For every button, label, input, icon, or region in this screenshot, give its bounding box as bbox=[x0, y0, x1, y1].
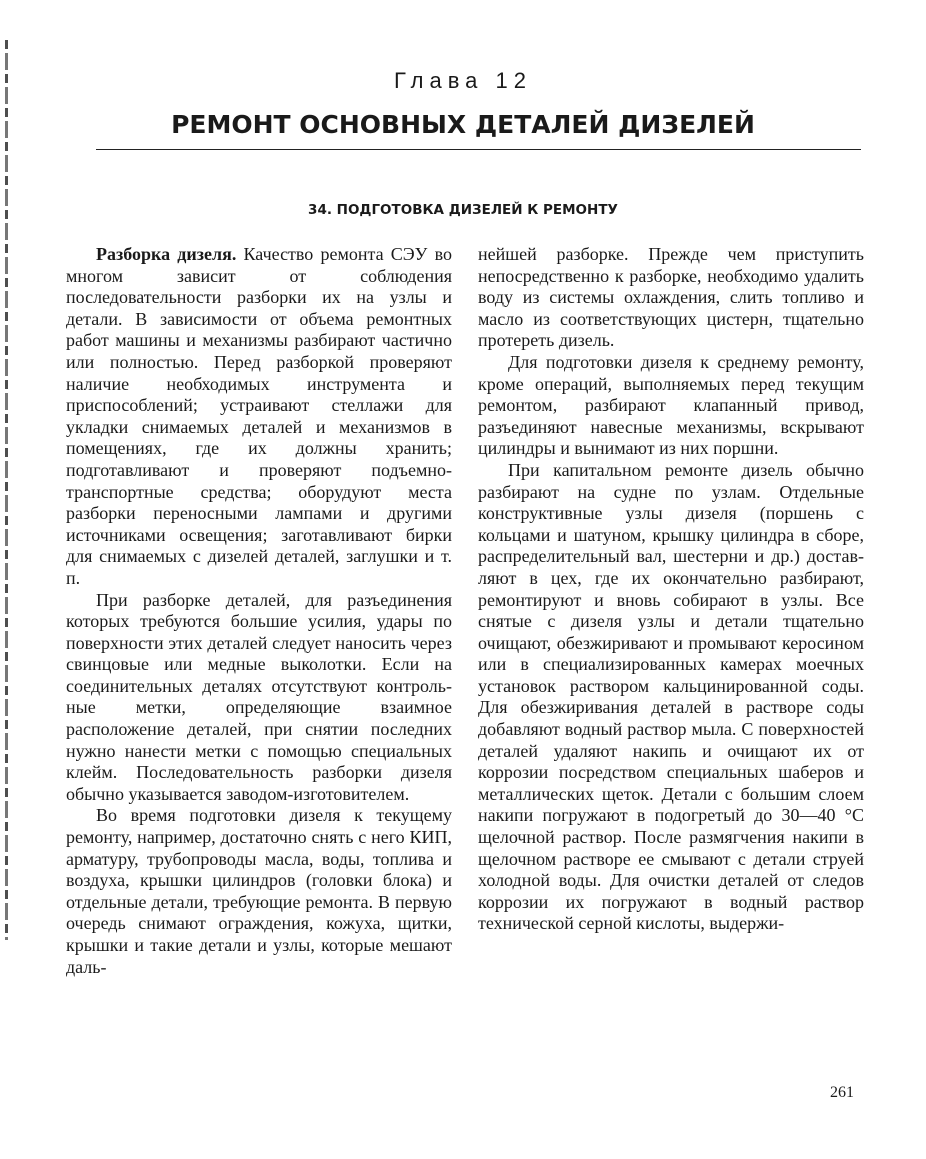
chapter-title: РЕМОНТ ОСНОВНЫХ ДЕТАЛЕЙ ДИЗЕЛЕЙ bbox=[171, 110, 755, 139]
paragraph: Во время подготовки дизеля к текущему ремонту, например, достаточно снять с него КИП, арматуру, трубопроводы масла, воды, топлива и воздуха, крышки цилиндров (головки блока) и отдельные детали, требующие ремонта. В первую очередь снимают ограждения, кожуха, щитки, крышки и такие детали и узлы, которые мешают даль- bbox=[66, 805, 452, 977]
paragraph-continued: нейшей разборке. Прежде чем приступить непосредственно к разборке, необходимо удалить воду из системы охлаждения, слить топливо и масло из соответствующих цистерн, тщательно протереть дизель. bbox=[478, 244, 864, 351]
text-column-left bbox=[66, 244, 452, 978]
page-number: 261 bbox=[830, 1084, 854, 1101]
scan-edge-mark bbox=[5, 40, 8, 940]
section-title: 34. ПОДГОТОВКА ДИЗЕЛЕЙ К РЕМОНТУ bbox=[308, 202, 618, 218]
paragraph: При разборке деталей, для разъединения которых требуются большие усилия, удары по поверхности этих деталей следует наносить через свинцовые или медные выколотки. Если на соединительных деталях отсутствуют контрольные метки, определяющие взаимное расположение деталей, при снятии последних нужно нанести метки с помощью специальных клейм. Последовательность разборки дизеля обычно указывается заводом-изготовителем. bbox=[66, 589, 452, 804]
title-divider bbox=[96, 149, 861, 150]
paragraph-text: Качество ремонта СЭУ во многом зависит от соблюдения последовательности разборки их на узлы и детали. В зависимости от объема ремонтных работ машины и механизмы разбирают частично или полностью. Перед разборкой проверяют наличие необходимых инструмента и приспособлений; устраивают стеллажи для укладки снимаемых деталей и механизмов в помещениях, где их должны хранить; подготавливают и проверяют подъемно-транспортные средства; оборудуют места разборки переносными лампами и другими источниками освещения; заготавливают бирки для снимаемых с дизелей деталей, заглушки и т. п. bbox=[66, 244, 452, 588]
run-in-heading: Разборка дизеля. bbox=[96, 244, 237, 264]
paragraph bbox=[66, 244, 452, 590]
paragraph: Для подготовки дизеля к среднему ремонту, кроме операций, выполняемых перед текущим ремонтом, разбирают клапанный привод, разъединяют навесные механизмы, вскрывают цилиндры и вынимают из них поршни. bbox=[478, 351, 864, 459]
chapter-label: Глава 12 bbox=[393, 68, 532, 93]
paragraph: При капитальном ремонте дизель обычно разбирают на судне по узлам. Отдельные конструктивные узлы дизеля (поршень с кольцами и шатуном, крышку цилиндра в сборе, распределительный вал, шестерни и др.) доставляют в цех, где их окончательно разбирают, ремонтируют и вновь собирают в узлы. Все снятые с дизеля узлы и детали тщательно очищают, обезжиривают и промывают керосином или в специализированных камерах моечных установок раствором кальцинированной соды. Для обезжиривания деталей в растворе соды добавляют водный раствор мыла. С поверхностей деталей удаляют накипь и очищают их от коррозии посредством специальных шаберов и металлических щеток. Детали с большим слоем накипи погружают в подогретый до 30—40 °С щелочной раствор. После размягчения накипи в щелочном растворе ее смывают с детали струей холодной воды. Для очистки деталей от следов коррозии их погружают в водный раствор технической серной кислоты, выдержи- bbox=[478, 459, 864, 934]
text-column-right bbox=[478, 244, 864, 935]
